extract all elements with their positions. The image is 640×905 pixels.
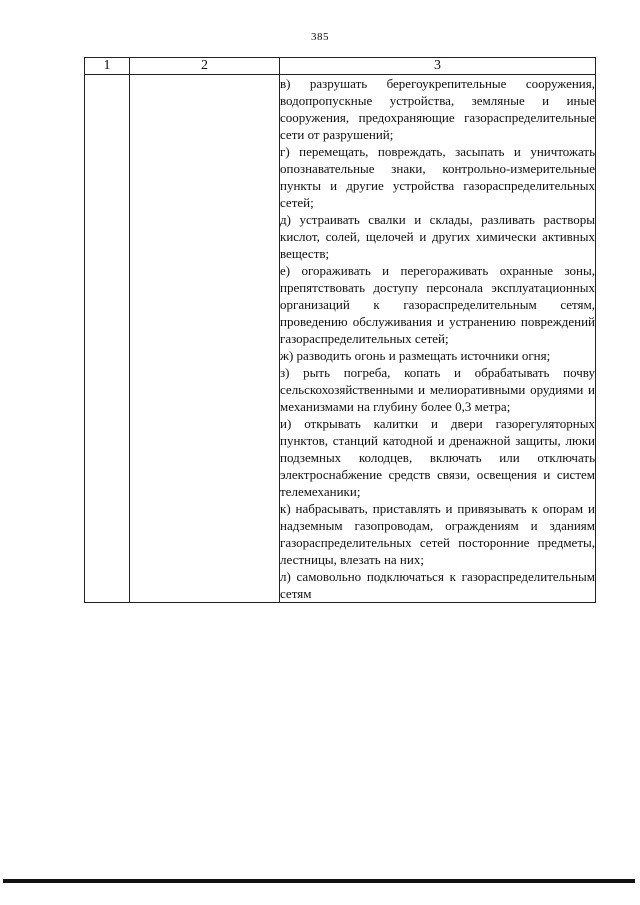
cell-column-2: [130, 75, 280, 603]
list-item: д) устраивать свалки и склады, разливать растворы кислот, солей, щелочей и других химически активных веществ;: [280, 212, 595, 261]
list-item: г) перемещать, повреждать, засыпать и уничтожать опознавательные знаки, контрольно-измерительные пункты и другие устройства газораспределительных сетей;: [280, 144, 595, 210]
cell-column-3: [280, 75, 596, 603]
document-table: [84, 57, 596, 603]
column-header-1: 1: [85, 58, 130, 75]
list-item: к) набрасывать, приставлять и привязывать к опорам и надземным газопроводам, ограждениям и зданиям газораспределительных сетей посторонние предметы, лестницы, влезать на них;: [280, 501, 595, 567]
column-header-3: 3: [280, 58, 596, 75]
cell-column-1: [85, 75, 130, 603]
bottom-rule: [3, 879, 635, 883]
list-item: л) самовольно подключаться к газораспределительным сетям: [280, 569, 595, 601]
list-item: ж) разводить огонь и размещать источники огня;: [280, 348, 551, 363]
list-item: и) открывать калитки и двери газорегуляторных пунктов, станций катодной и дренажной защиты, люки подземных колодцев, включать или отключать электроснабжение средств связи, освещения и систем телемеханики;: [280, 416, 595, 499]
table-header-row: [85, 58, 596, 75]
page-number: 385: [311, 31, 329, 43]
list-item: е) огораживать и перегораживать охранные зоны, препятствовать доступу персонала эксплуатационных организаций к газораспределительным сетям, проведению обслуживания и устранению повреждений газораспределительных сетей;: [280, 263, 595, 346]
list-item: з) рыть погреба, копать и обрабатывать почву сельскохозяйственными и мелиоративными орудиями и механизмами на глубину более 0,3 метра;: [280, 365, 595, 414]
list-item: в) разрушать берегоукрепительные сооружения, водопропускные устройства, земляные и иные сооружения, предохраняющие газораспределительные сети от разрушений;: [280, 76, 595, 142]
table-row: [85, 75, 596, 603]
column-header-2: 2: [130, 58, 280, 75]
